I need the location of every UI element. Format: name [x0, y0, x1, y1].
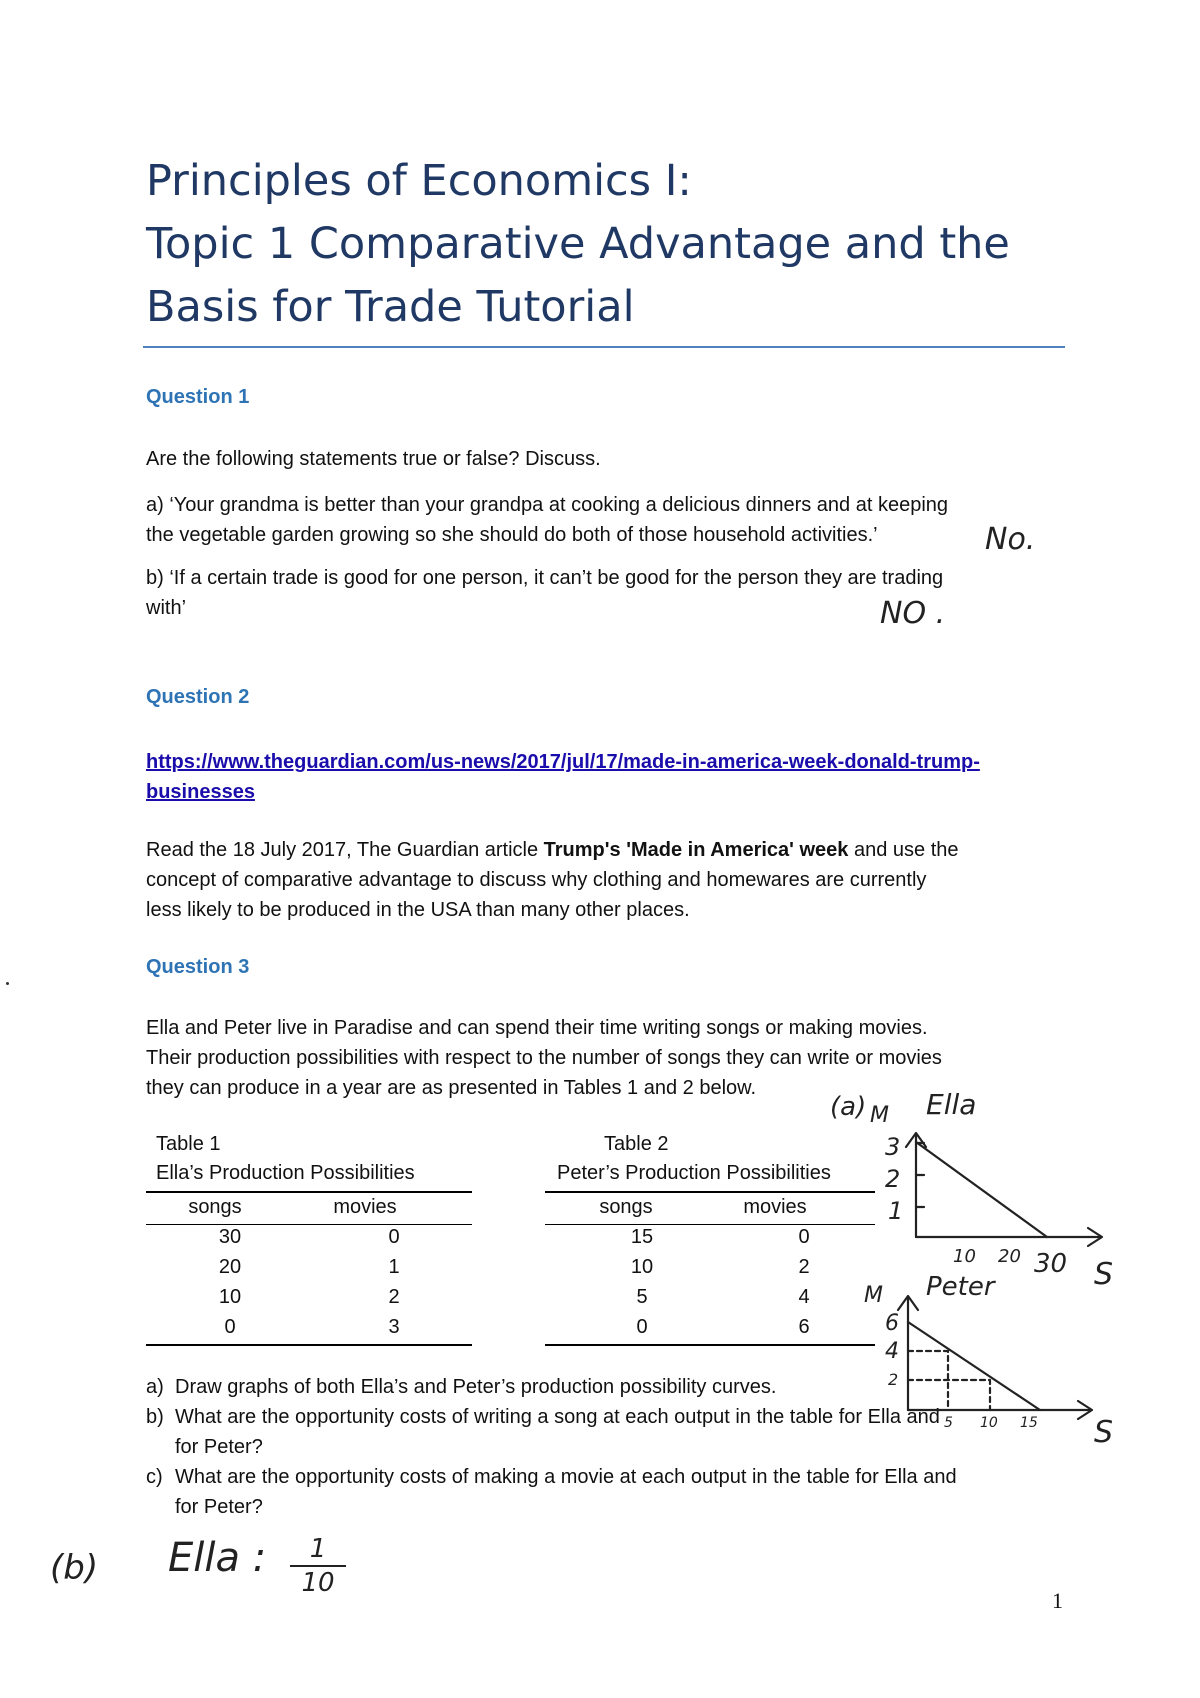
- item-b-marker: b): [146, 1406, 164, 1428]
- statement-b-line-1: b) ‘If a certain trade is good for one person, it can’t be good for the person they are trading: [146, 567, 944, 589]
- article-title: Trump's 'Made in America' week: [543, 839, 849, 861]
- peter-x-tick-15: 15: [1020, 1415, 1038, 1431]
- article-link-line-2[interactable]: businesses: [146, 781, 255, 803]
- handwritten-part-b-label: (b): [50, 1548, 99, 1588]
- ella-graph-name: Ella: [926, 1088, 977, 1121]
- item-b-continuation: for Peter?: [175, 1436, 263, 1458]
- peter-y-tick-6: 6: [885, 1311, 899, 1336]
- ella-x-tick-10: 10: [953, 1246, 976, 1267]
- peter-y-tick-2: 2: [888, 1370, 899, 1389]
- ella-x-tick-20: 20: [998, 1246, 1021, 1267]
- table-2-cell: 2: [798, 1256, 810, 1278]
- peter-y-axis-label: M: [864, 1283, 883, 1308]
- table-1-cell: 3: [388, 1316, 400, 1338]
- title-line-1: Principles of Economics I:: [146, 156, 692, 206]
- handwritten-fraction: [290, 1535, 346, 1597]
- table-1-cell: 0: [388, 1226, 400, 1248]
- peter-x-tick-10: 10: [980, 1415, 998, 1431]
- item-b-text: What are the opportunity costs of writing a song at each output in the table for Ella and: [175, 1406, 940, 1428]
- ella-ppc-line: [916, 1142, 1047, 1237]
- peter-guide-lines: [908, 1351, 990, 1410]
- item-c-continuation: for Peter?: [175, 1496, 263, 1518]
- table-2-label: Table 2: [604, 1133, 669, 1155]
- handwritten-answer-b: NO .: [880, 596, 946, 631]
- table-1-cell: 1: [388, 1256, 400, 1278]
- ella-y-axis-label: M: [870, 1103, 889, 1128]
- table-1-header-movies: movies: [333, 1196, 397, 1218]
- question-2-line-3: less likely to be produced in the USA than many other places.: [146, 899, 690, 921]
- item-a-marker: a): [146, 1376, 164, 1398]
- table-2-caption: Peter’s Production Possibilities: [557, 1162, 831, 1184]
- ella-x-tick-30: 30: [1034, 1249, 1068, 1279]
- table-2-cell: 5: [636, 1286, 648, 1308]
- table-1-label: Table 1: [156, 1133, 221, 1155]
- question-1-heading: Question 1: [146, 386, 250, 408]
- table-2-cell: 0: [798, 1226, 810, 1248]
- question-3-line-1: Ella and Peter live in Paradise and can spend their time writing songs or making movies.: [146, 1017, 928, 1039]
- peter-ppc-line: [908, 1322, 1040, 1410]
- fraction-numerator: 1: [309, 1534, 327, 1564]
- table-1-cell: 2: [388, 1286, 400, 1308]
- question-3-line-2: Their production possibilities with respect to the number of songs they can write or movies: [146, 1047, 942, 1069]
- table-2-header-movies: movies: [743, 1196, 807, 1218]
- question-1-intro-text: Are the following statements true or false? Discuss.: [146, 448, 601, 470]
- question-2-heading: Question 2: [146, 686, 250, 708]
- fraction-bar: [290, 1565, 346, 1567]
- ella-y-tick-2: 2: [885, 1165, 901, 1193]
- question-2-line-1-end: and use the: [848, 839, 959, 861]
- table-2-cell: 15: [630, 1226, 654, 1248]
- peter-x-axis-label: S: [1094, 1415, 1114, 1450]
- table-1-cell: 20: [218, 1256, 242, 1278]
- handwritten-answer-a: No.: [985, 522, 1036, 557]
- table-1-header-songs: songs: [188, 1196, 242, 1218]
- ella-part-label: (a): [830, 1092, 867, 1122]
- handwritten-ella-label: Ella :: [168, 1535, 267, 1581]
- question-2-line-2: concept of comparative advantage to discuss why clothing and homewares are currently: [146, 869, 927, 891]
- title-line-2: Topic 1 Comparative Advantage and the: [146, 219, 1010, 269]
- table-1-caption: Ella’s Production Possibilities: [156, 1162, 415, 1184]
- statement-b-line-2: with’: [146, 597, 187, 619]
- table-1-cell: 0: [224, 1316, 236, 1338]
- table-2-cell: 10: [630, 1256, 654, 1278]
- table-1-cell: 10: [218, 1286, 242, 1308]
- statement-a-line-2: the vegetable garden growing so she should do both of those household activities.’: [146, 524, 878, 546]
- title-line-3: Basis for Trade Tutorial: [146, 282, 635, 332]
- ella-x-axis-label: S: [1094, 1257, 1114, 1292]
- peter-graph-name: Peter: [926, 1272, 995, 1302]
- fraction-denominator: 10: [301, 1568, 335, 1598]
- article-link-line-1[interactable]: https://www.theguardian.com/us-news/2017/jul/17/made-in-america-week-donald-trump-: [146, 751, 980, 773]
- table-2-cell: 0: [636, 1316, 648, 1338]
- item-c-text: What are the opportunity costs of making a movie at each output in the table for Ella and: [175, 1466, 957, 1488]
- item-a-text: Draw graphs of both Ella’s and Peter’s production possibility curves.: [175, 1376, 777, 1398]
- table-2-header-songs: songs: [599, 1196, 653, 1218]
- page-number: 1: [1052, 1588, 1063, 1613]
- ella-tick: [916, 1143, 924, 1207]
- table-2-cell: 6: [798, 1316, 810, 1338]
- question-2-line-1-start: Read the 18 July 2017, The Guardian article: [146, 839, 544, 861]
- question-3-line-3: they can produce in a year are as presented in Tables 1 and 2 below.: [146, 1077, 757, 1099]
- table-2-cell: 4: [798, 1286, 810, 1308]
- question-3-heading: Question 3: [146, 956, 250, 978]
- ella-y-tick-1: 1: [888, 1197, 904, 1225]
- table-1-cell: 30: [218, 1226, 242, 1248]
- statement-a-line-1: a) ‘Your grandma is better than your grandpa at cooking a delicious dinners and at keeping: [146, 494, 949, 516]
- ella-y-tick-3: 3: [885, 1133, 901, 1161]
- peter-x-tick-5: 5: [944, 1415, 953, 1431]
- item-c-marker: c): [146, 1466, 163, 1488]
- peter-y-tick-4: 4: [885, 1339, 899, 1364]
